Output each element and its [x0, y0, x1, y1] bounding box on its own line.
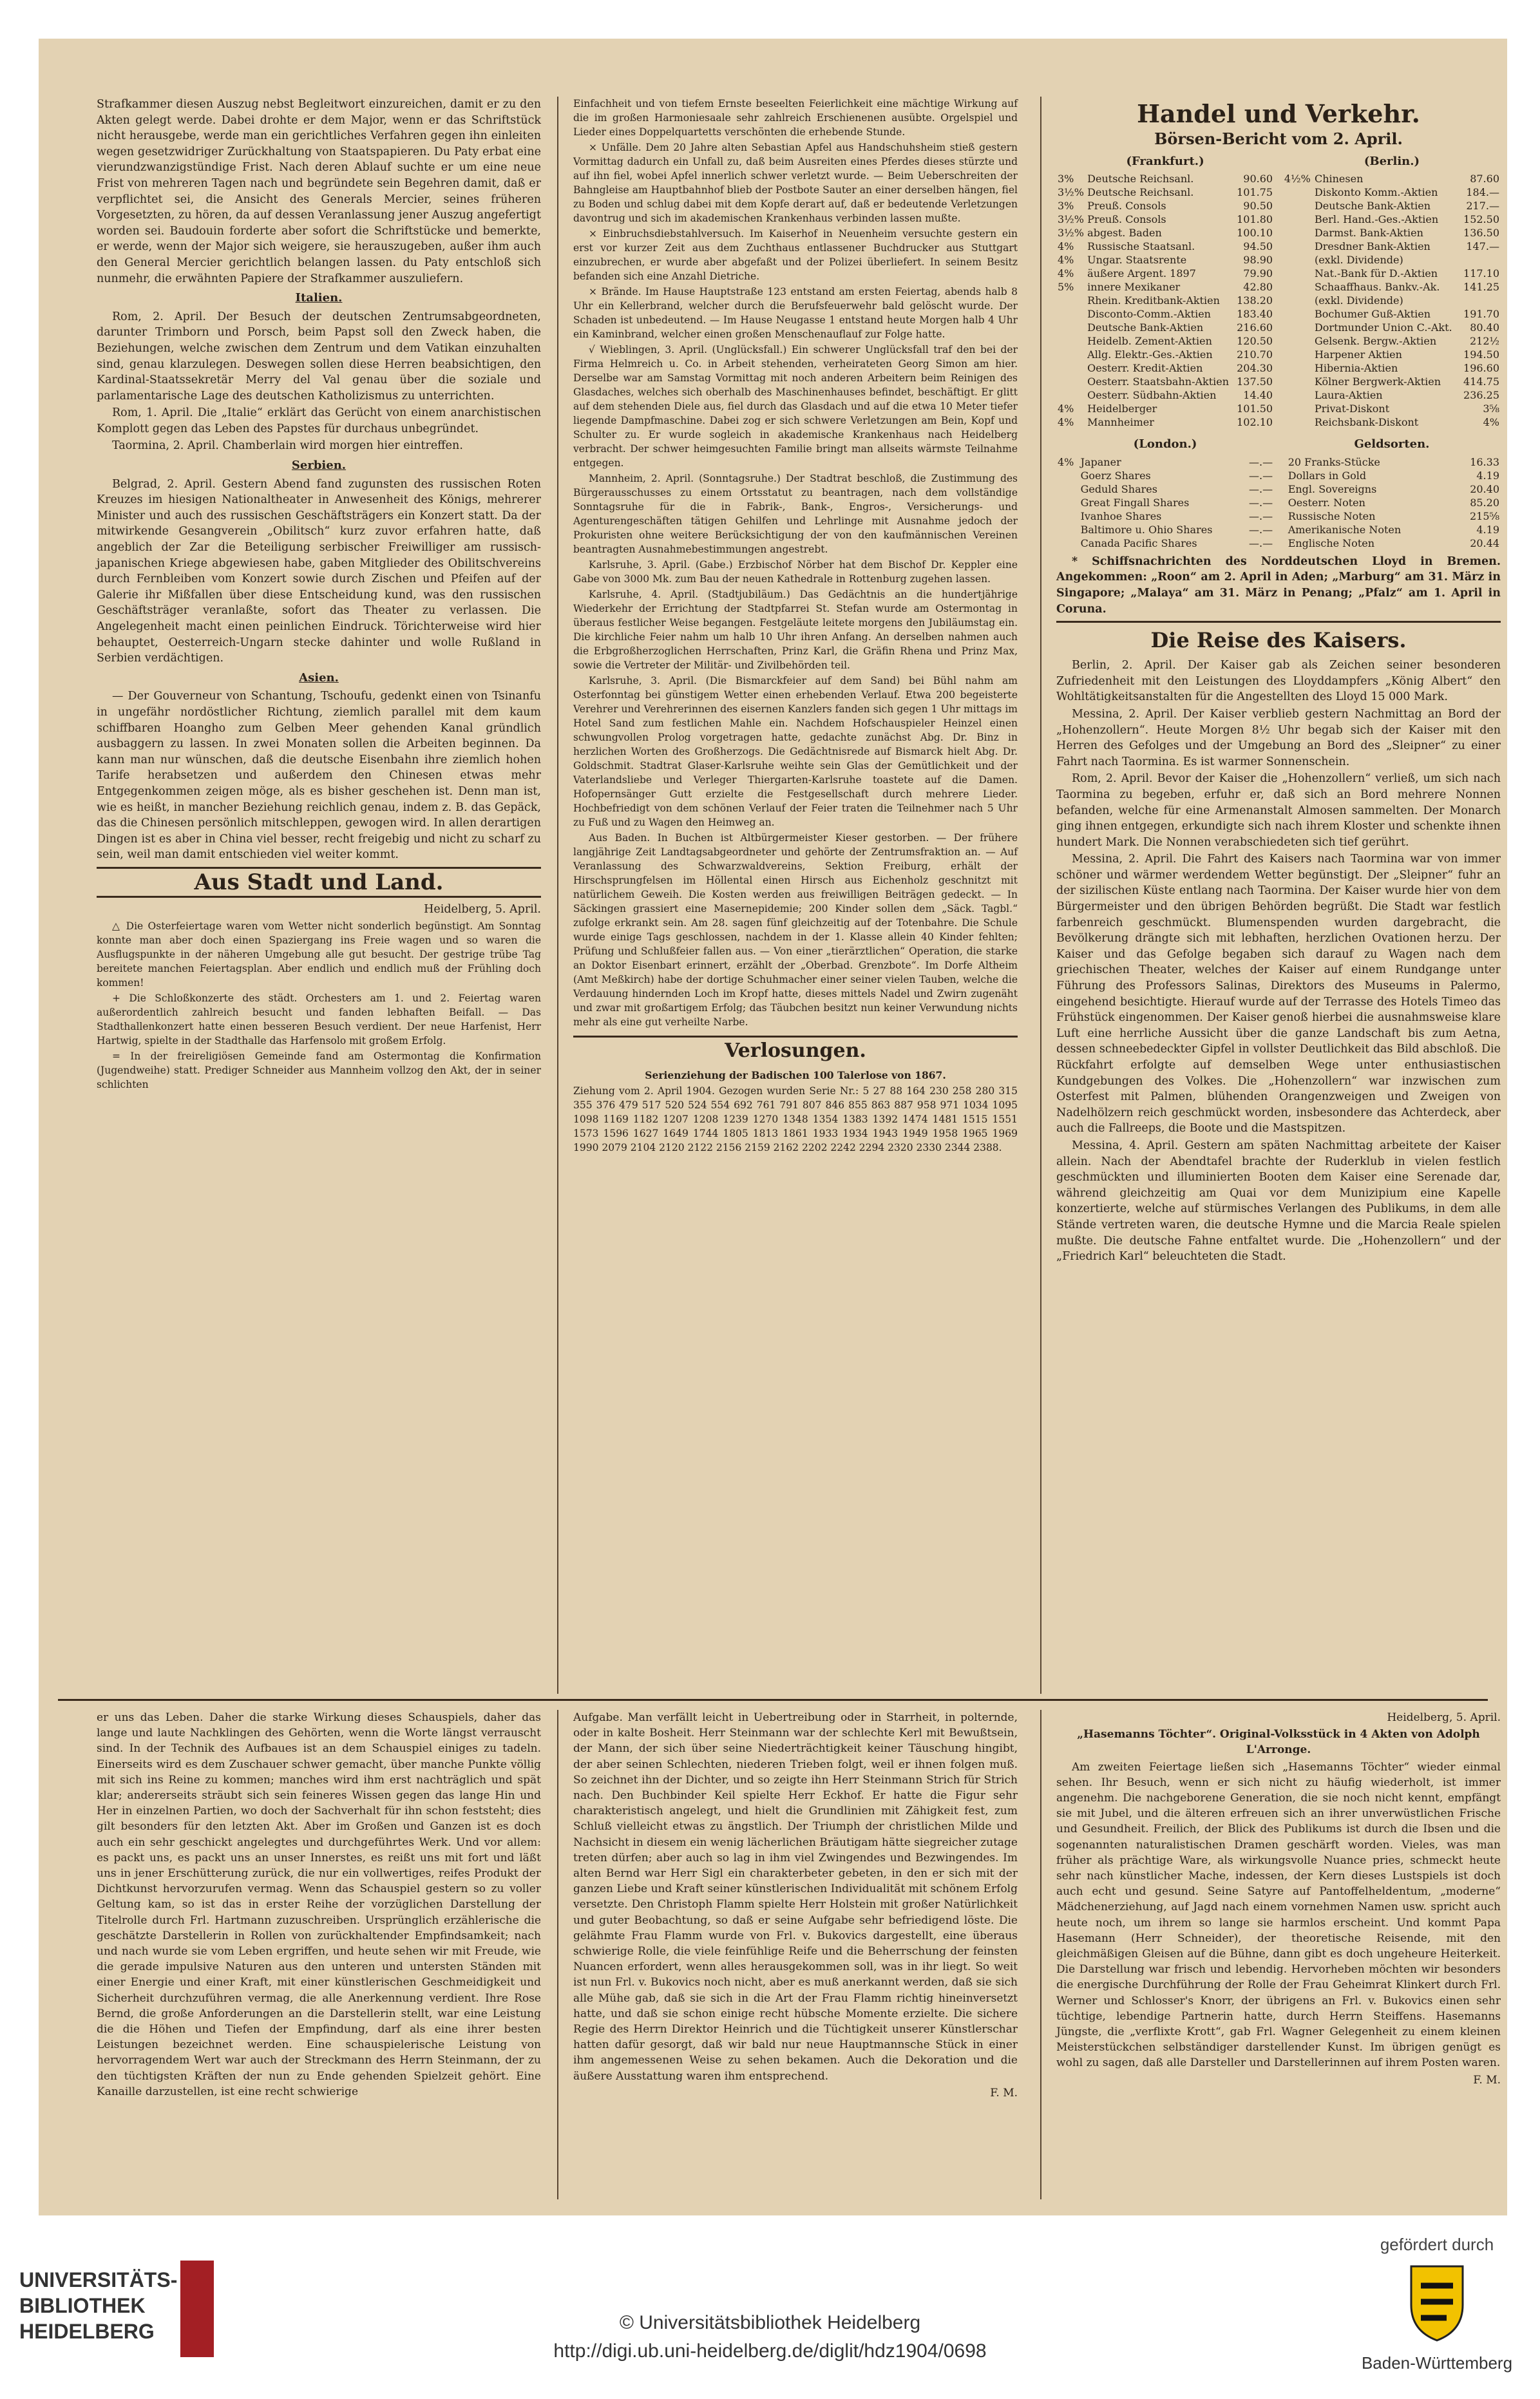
stock-name: Heidelb. Zement-Aktien	[1087, 335, 1212, 348]
stock-row	[1056, 307, 1274, 321]
stock-value: —.—	[1249, 482, 1273, 495]
stock-value: 20.44	[1470, 536, 1499, 549]
stock-rate	[1056, 307, 1086, 321]
article-paragraph: × Brände. Im Hause Hauptstraße 123 entstand am ersten Feiertag, abends halb 8 Uhr ein Kellerbrand, welcher durch die Berufsfeuerwehr bald gelöscht wurde. Der Schaden ist unbedeutend. — Im Hause Neugasse 1 entstand heute Morgen halb 4 Uhr ein Kaminbrand, welcher einen großen Menschenauflauf zur Folge hatte.	[573, 286, 1018, 340]
funded-by-label: gefördert durch	[1380, 2235, 1494, 2254]
stock-value: 136.50	[1463, 227, 1499, 240]
lottery-numbers: Ziehung vom 2. April 1904. Gezogen wurden Serie Nr.: 5 27 88 164 230 258 280 315 355 376 479 517 520 524 554 692 761 791 807 846 855 863 887 958 971 1034 1095 1098 1169 1182 1207 1208 1239 1270 1348 1354 1383 1392 1474 1481 1515 1551 1573 1596 1627 1649 1744 1805 1813 1861 1933 1934 1943 1949 1958 1965 1969 1990 2079 2104 2120 2122 2156 2159 2162 2202 2242 2294 2320 2330 2344 2388.	[573, 1085, 1018, 1153]
stock-name: Mannheimer	[1087, 416, 1154, 429]
stock-name: Dresdner Bank-Aktien	[1314, 240, 1431, 253]
article-paragraph: Rom, 2. April. Der Besuch der deutschen Zentrumsabgeordneten, darunter Trimborn und Porsch, beim Papst soll den Zweck haben, die Beziehungen, welche zwischen dem Zentrum und dem Vatikan einzuhalten sind, genau klarzulegen. Deswegen sollen diese Herren beabsichtigen, den Kardinal-Staatssekretär Merry del Val genau über die soziale und parlamentarische Lage des deutschen Katholizismus zu unterrichten.	[97, 310, 541, 403]
article-paragraph: = In der freireligiösen Gemeinde fand am Ostermontag die Konfirmation (Jugendweihe) statt. Prediger Schneider aus Mannheim vollzog den Akt, der in seiner schlichten	[97, 1050, 541, 1090]
funder-block	[1353, 2235, 1521, 2389]
stock-row	[1056, 523, 1274, 536]
stock-name: Engl. Sovereigns	[1288, 482, 1377, 495]
article-paragraph: Rom, 1. April. Die „Italie“ erklärt das Gerücht von einem anarchistischen Komplott gegen das Leben des Papstes für durchaus unbegründet.	[97, 406, 541, 435]
column-divider	[557, 1710, 558, 2199]
stock-value: 85.20	[1470, 496, 1499, 509]
section-heading-handel: Handel und Verkehr.	[1137, 99, 1420, 128]
article-paragraph: + Die Schloßkonzerte des städt. Orchesters am 1. und 2. Feiertag waren außerordentlich zahlreich besucht und fanden lebhaften Beifall. — Das Stadthallenkonzert hatte einen besseren Besuch verdient. Der neue Harfenist, Herr Hartwig, spielte in der Stadthalle das Harfensolo mit großem Erfolg.	[97, 992, 541, 1047]
stock-name: Reichsbank-Diskont	[1314, 416, 1419, 429]
stock-rate: 3%	[1058, 200, 1074, 213]
funder-name: Baden-Württemberg	[1361, 2353, 1513, 2373]
stock-rate	[1056, 361, 1086, 375]
article-paragraph: er uns das Leben. Daher die starke Wirkung dieses Schauspiels, daher das lange und laute Nachklingen des Gehörten, wenn die Worte längst verrauscht sind. In der Technik des Aufbaues ist an dem Schauspiel einiges zu tadeln. Einerseits wird es dem Zuschauer schwer gemacht, über manche Punkte völlig mit sich ins Reine zu kommen; manches wird ihm erst nachträglich und spät klar; andererseits sträubt sich sein feineres Wissen gegen das lange Hin und Her in einzelnen Partien, wo doch der Sachverhalt für ihn schon feststeht; dies gilt besonders für den letzten Akt. Aber im Großen und Ganzen ist es doch auch ein sehr geschickt angelegtes und durchgeführtes Werk. Und vor allem: es packt uns, es packt uns an unser Innerstes, es reißt uns mit fort und läßt uns in jener Erschütterung zurück, die nur ein vollwertiges, reifes Produkt der Dichtkunst hervorzurufen vermag. Wenn das Schauspiel gestern so zu voller Geltung kam, so ist das in erster Reihe der vorzüglichen Darstellung der Titelrolle durch Frl. Hartmann zuzuschreiben. Ursprünglich erzählerische die geschätzte Darstellerin in Rollen von zurückhaltender Empfindsamkeit; nach und nach wurde sie vom Leben ergriffen, und heute sehen wir mit Freude, wie die gerade impulsive Naturen aus den unteren und untersten Ständen mit einer Energie und einer Kraft, mit einer künstlerischen Geschmeidigkeit und Sicherheit durchzuführen vermag, die alle Anerkennung verdient. Ihre Rose Bernd, die große Anforderungen an die Darstellerin stellt, war eine Leistung die die Höhen und Tiefen der Empfindung, darf als eine ihrer besten Leistungen bezeichnet werden. Eine schauspielerische Leistung von hervorragendem Wert war auch der Streckmann des Herrn Steinmann, der zu den tüchtigsten Kräften der nun zu Ende gehenden Spielzeit gehört. Eine Kanaille darzustellen, ist eine recht schwierige	[97, 1711, 541, 2098]
stock-name: Bochumer Guß-Aktien	[1314, 308, 1431, 321]
stock-row	[1283, 172, 1501, 185]
article-paragraph: Belgrad, 2. April. Gestern Abend fand zugunsten des russischen Roten Kreuzes im hiesigen Nationaltheater in Anwesenheit des Königs, mehrerer Minister und auch des russischen Geschäftsträgers ein Konzert statt. Da der mitwirkende Gesangverein „Obilitsch“ kurz zuvor erfahren hatte, daß angeblich der Zar die Beteiligung serbischer Freiwilliger am russisch-japanischen Kriege abgewiesen habe, gaben Mitglieder des Obilitschvereins durch Fernbleiben vom Konzert sowie durch Zischen und Pfeifen auf der Galerie ihr Mißfallen über diese Entscheidung kund, was den russischen Geschäftsträger veranlaßte, sofort das Theater zu verlassen. Die Angelegenheit macht einen peinlichen Eindruck. Törichterweise wird hier behauptet, Oesterreich-Ungarn stecke dahinter und wolle Rußland in Serbien verdächtigen.	[97, 477, 541, 665]
stock-value: 3⅝	[1483, 403, 1499, 415]
stock-name: Oesterr. Noten	[1288, 496, 1365, 509]
stock-row	[1056, 375, 1274, 388]
article-paragraph: √ Wieblingen, 3. April. (Unglücksfall.) Ein schwerer Unglücksfall traf den bei der Firma Helmreich u. Co. in Arbeit stehenden, verheirateten Georg Simon am hier. Derselbe war am Samstag Vormittag mit noch anderen Arbeitern beim Reinigen des Glasdaches, welches sich oberhalb des Maschinenhauses befindet, beschäftigt. Er glitt auf dem stehenden Diele aus, fiel durch das Glasdach und auf die etwa 10 Meter tiefer liegende Dampfmaschine. Dabei zog er sich schwere Verletzungen am Bein, Kopf und Schulter zu. Er wurde sogleich in akademische Krankenhaus nach Heidelberg verbracht. Der schwer heimgesuchten Familie bringt man allseits wärmste Teilnahme entgegen.	[573, 344, 1018, 469]
stock-rate	[1056, 482, 1079, 496]
stock-value: 80.40	[1470, 321, 1499, 334]
stock-value: 90.60	[1243, 173, 1273, 185]
stock-name: Deutsche Reichsanl.	[1087, 186, 1194, 199]
stock-name: Oesterr. Südbahn-Aktien	[1087, 389, 1217, 402]
stock-value: 152.50	[1463, 213, 1499, 226]
article-paragraph: Messina, 2. April. Die Fahrt des Kaisers nach Taormina war von immer schöner und wärmer werdendem Wetter begünstigt. Der „Sleipner“ fuhr an der sizilischen Küste entlang nach Taormina. Der Kaiser wurde hier von dem Bürgermeister und den übrigen Behörden begrüßt. Die Stadt war festlich farbenreich geschmückt. Blumenspenden wurden dargebracht, die Bevölkerung drängte sich mit lebhaften, herzlichen Ovationen herzu. Der Kaiser und das Gefolge begaben sich darauf zu Wagen nach dem griechischen Theater, welches der Kaiser auf einem Rundgange unter Führung des Professors Salinas, Direktors des Museums in Palermo, eingehend besichtigte. Hierauf wurde auf der Terrasse des Hotels Timeo das Frühstück eingenommen. Der Kaiser genoß hierbei die ausnahmsweise klare Luft eine herrliche Aussicht über die ganze Landschaft bis zum Aetna, dessen schneebedeckter Gipfel in vollster Deutlichkeit das Bild abschloß. Die Rückfahrt erfolgte auf demselben Wege unter enthusiastischen Kundgebungen des Volkes. Die „Hohenzollern“ war inzwischen zum Osterfest mit Palmen, blühenden Orangenzweigen und Zweigen von Nadelhölzern reich geschmückt worden, insbesondere das Achterdeck, aber auch die Fallreeps, die Boote und die Mastspitzen.	[1056, 853, 1501, 1135]
stock-value: —.—	[1249, 509, 1273, 522]
stock-rate	[1056, 469, 1079, 482]
stock-value: 42.80	[1243, 281, 1273, 294]
stock-value: 217.—	[1466, 200, 1499, 213]
review-title: „Hasemanns Töchter“. Original-Volksstück in 4 Akten von Adolph L'Arronge.	[1077, 1728, 1480, 1757]
stock-value: 184.—	[1466, 186, 1499, 199]
stock-value: 236.25	[1463, 389, 1499, 402]
stock-name: Schaaffhaus. Bankv.-Ak.	[1314, 281, 1440, 294]
stock-row	[1283, 294, 1501, 307]
stock-name: Baltimore u. Ohio Shares	[1080, 523, 1213, 536]
stock-row	[1283, 361, 1501, 375]
stock-value: 98.90	[1243, 254, 1273, 267]
stock-value: 194.50	[1463, 348, 1499, 361]
stock-name: Dortmunder Union C.-Akt.	[1314, 321, 1452, 334]
stock-name: (exkl. Dividende)	[1314, 294, 1403, 307]
stock-rate: 4%	[1058, 403, 1074, 415]
stock-rate	[1283, 240, 1313, 253]
stock-rate	[1283, 348, 1313, 361]
stock-rate	[1283, 388, 1313, 402]
stock-row	[1283, 226, 1501, 240]
column-divider	[557, 97, 558, 1694]
stock-name: innere Mexikaner	[1087, 281, 1181, 294]
stock-row	[1283, 455, 1501, 469]
stock-rate	[1283, 199, 1313, 213]
stock-value: 212½	[1469, 335, 1499, 348]
stock-row	[1056, 482, 1274, 496]
stock-row	[1056, 267, 1274, 280]
stock-rate	[1283, 253, 1313, 267]
stock-name: Canada Pacific Shares	[1080, 536, 1197, 549]
stock-name: Deutsche Reichsanl.	[1087, 173, 1194, 185]
boersen-heading: Börsen-Bericht vom 2. April.	[1154, 129, 1403, 148]
stock-value: 138.20	[1237, 294, 1273, 307]
article-paragraph: Karlsruhe, 4. April. (Stadtjubiläum.) Das Gedächtnis an die hundertjährige Wiederkehr der Errichtung der Stadtpfarrei St. Stefan wurde am Ostermontag in überaus festlicher Weise begangen. Festgeläute leitete morgens den Jubiläumstag ein. Die kirchliche Feier nahm um halb 10 Uhr ihren Anfang. An derselben nahmen auch die Erbgroßherzoglichen Herrschaften, Prinz Karl, die Gräfin Rhena und Prinz Max, sowie die Vertreter der Militär- und Zivilbehörden teil.	[573, 589, 1018, 671]
stock-rate	[1283, 307, 1313, 321]
stock-row	[1056, 388, 1274, 402]
article-paragraph: Mannheim, 2. April. (Sonntagsruhe.) Der Stadtrat beschloß, die Zustimmung des Bürgerausschusses zu einem Ortsstatut zu beantragen, nach dem vollständige Sonntagsruhe für die in Fabrik-, Bank-, Engros-, Versicherungs- und Agenturengeschäften tätigen Gehilfen und Lehrlinge mit Ausnahme jedoch der Prokuristen ohne weitere Berücksichtigung der von den kaufmännischen Vereinen beantragten Ausnahmebestimmungen angestrebt.	[573, 473, 1018, 555]
article-paragraph: Aus Baden. In Buchen ist Altbürgermeister Kieser gestorben. — Der frühere langjährige Zeit Landtagsabgeordneter und gehörte der Zentrumsfraktion an. — Auf Veranlassung des Schwarzwaldvereins, Sektion Freiburg, erhält der Hirschsprungfelsen im Höllental einen Hirsch aus Eichenholz geschnitzt mit natürlichem Geweih. Die Kosten werden aus freiwilligen Beiträgen gedeckt. — In Säckingen grassiert eine Masernepidemie; 200 Kinder sollen dem „Säck. Tagbl.“ zufolge erkrankt sein. Am 28. sagen fünf gleichzeitig auf der Totenbahre. Die Schule wurde einige Tags geschlossen, nachdem in der 1. Klasse allein 40 Kinder fehlten; Prüfung und Schlußfeier fallen aus. — Von einer „tierärztlichen“ Operation, die starke an Doktor Eisenbart erinnert, erzählt der „Oberbad. Grenzbote“. Im Dorfe Altheim (Amt Meßkirch) habe der dortige Schuhmacher einer seiner vielen Tauben, welche die Verdauung hindernden Loch im Kropf hatte, dieses mittels Nadel und Zwirn zugenäht und zwar mit großartigem Erfolg; das Täubchen besitzt nun keiner Verwundung nichts mehr als eine gut verheilte Narbe.	[573, 832, 1018, 1028]
stock-row	[1056, 509, 1274, 523]
section-heading-italien: Italien.	[295, 291, 343, 305]
dateline: Heidelberg, 5. April.	[424, 902, 541, 916]
stock-name: Disconto-Comm.-Aktien	[1087, 308, 1211, 321]
stock-row	[1283, 375, 1501, 388]
stock-rate	[1283, 267, 1313, 280]
stock-row	[1283, 402, 1501, 415]
stock-name: Great Fingall Shares	[1080, 496, 1190, 509]
stock-name: Hibernia-Aktien	[1314, 362, 1398, 375]
feuilleton-column-3	[1056, 1710, 1501, 2089]
london-table	[1056, 455, 1274, 550]
stock-row	[1283, 536, 1501, 550]
geldsorten-heading: Geldsorten.	[1354, 437, 1430, 451]
signature: F. M.	[1473, 2073, 1501, 2087]
stock-rate	[1283, 185, 1313, 199]
stock-name: Russische Noten	[1288, 509, 1376, 522]
stock-value: 210.70	[1237, 348, 1273, 361]
article-paragraph: × Einbruchsdiebstahlversuch. Im Kaiserhof in Neuenheim versuchte gestern ein erst vor kurzer Zeit aus dem Zuchthaus entlassener Buchdrucker aus Stuttgart einzubrechen, er wurde aber abgefaßt und der Polizei überliefert. In seinem Besitz befanden sich eine Anzahl Dietriche.	[573, 228, 1018, 282]
stock-rate	[1283, 294, 1313, 307]
signature: F. M.	[990, 2086, 1018, 2100]
copyright-block	[0, 2309, 1540, 2366]
stock-rate: 4%	[1058, 416, 1074, 429]
stock-row	[1056, 402, 1274, 415]
feuilleton-divider	[58, 1699, 1488, 1701]
stock-value: 147.—	[1466, 240, 1499, 253]
stock-rate: 4½%	[1284, 173, 1311, 185]
stock-value: 414.75	[1463, 375, 1499, 388]
stock-row	[1283, 469, 1501, 482]
berlin-heading: (Berlin.)	[1364, 154, 1420, 168]
stock-row	[1283, 496, 1501, 509]
dateline: Heidelberg, 5. April.	[1387, 1711, 1501, 1724]
stock-rate: 3½%	[1058, 186, 1084, 199]
stock-row	[1283, 348, 1501, 361]
stock-value: 87.60	[1470, 173, 1499, 185]
feuilleton-column-1	[97, 1710, 541, 2101]
stock-rate	[1056, 294, 1086, 307]
stock-rate	[1283, 334, 1313, 348]
stock-row	[1056, 321, 1274, 334]
footer	[0, 2215, 1540, 2399]
article-paragraph: × Unfälle. Dem 20 Jahre alten Sebastian Apfel aus Handschuhsheim stieß gestern Vormittag dadurch ein Unfall zu, daß beim Ausreiten eines Pferdes dieses stürzte und auf ihn fiel, wobei Apfel innerlich schwer verletzt wurde. — Beim Ueberschreiten der Bahngleise am Hauptbahnhof blieb der Postbote Sauter an einer derselben hängen, fiel zu Boden und schlug dabei mit dem Kopfe derart auf, daß er bedeutende Verletzungen davontrug und sich im akademischen Krankenhaus verbinden lassen mußte.	[573, 142, 1018, 224]
lottery-subheading: Serienziehung der Badischen 100 Talerlose von 1867.	[645, 1069, 946, 1081]
stock-name: Amerikanische Noten	[1288, 523, 1402, 536]
stock-name: Dollars in Gold	[1288, 469, 1367, 482]
source-url[interactable]: http://digi.ub.uni-heidelberg.de/diglit/hdz1904/0698	[553, 2340, 987, 2362]
stock-rate	[1283, 415, 1313, 429]
stock-row	[1283, 523, 1501, 536]
stock-name: Privat-Diskont	[1314, 403, 1390, 415]
frankfurt-heading: (Frankfurt.)	[1126, 154, 1204, 168]
stock-row	[1056, 496, 1274, 509]
column-3	[1056, 97, 1501, 1266]
stock-name: Chinesen	[1314, 173, 1364, 185]
stock-value: 183.40	[1237, 308, 1273, 321]
stock-row	[1056, 536, 1274, 550]
library-name: UNIVERSITÄTS- BIBLIOTHEK HEIDELBERG	[19, 2268, 178, 2343]
stock-value: 216.60	[1237, 321, 1273, 334]
stock-value: —.—	[1249, 496, 1273, 509]
stock-value: —.—	[1249, 455, 1273, 468]
stock-tables	[1056, 150, 1501, 430]
stock-value: 215⅝	[1469, 509, 1499, 522]
article-paragraph: Einfachheit und von tiefem Ernste beseelten Feierlichkeit eine mächtige Wirkung auf die im großen Harmoniesaale sehr zahlreich Erschienenen ausübte. Orgelspiel und Lieder eines Doppelquartetts verschönten die erhebende Stunde.	[573, 98, 1018, 138]
article-paragraph: Rom, 2. April. Bevor der Kaiser die „Hohenzollern“ verließ, um sich nach Taormina zu begeben, erfuhr er, daß sich an Bord mehrere Nonnen befanden, welche für eine Armenanstalt Almosen sammelten. Der Monarch ging ihnen entgegen, erkundigte sich nach ihrem Kloster und schenkte ihnen hundert Mark. Die Nonnen verabschiedeten sich tief gerührt.	[1056, 772, 1501, 849]
section-heading-verlosungen: Verlosungen.	[573, 1036, 1018, 1065]
stock-row	[1056, 213, 1274, 226]
stock-rate	[1283, 280, 1313, 294]
stock-rate: 3%	[1058, 173, 1074, 185]
stock-name: Englische Noten	[1288, 536, 1375, 549]
stock-name: Geduld Shares	[1080, 482, 1157, 495]
stock-name: Heidelberger	[1087, 403, 1157, 415]
stock-row	[1283, 482, 1501, 496]
article-paragraph: Strafkammer diesen Auszug nebst Begleitwort einzureichen, damit er zu den Akten gelegt werde. Dabei drohte er dem Major, wenn er das Schriftstück nicht herausgebe, werde man ein gerichtliches Verfahren gegen ihn einleiten wegen gesetzwidriger Zurückhaltung von Staatspapieren. Du Paty erbat eine vierundzwanzigstündige Frist. Nach deren Ablauf suchte er um eine neue Frist von mehreren Tagen nach und begründete sein Begehren damit, daß er verpflichtet sei, die Ansicht des Generals Mercier, seines früheren Vorgesetzten, zu hören, da auf dessen Veranlassung jener Auszug angefertigt worden sei. Baudouin forderte aber sofort die Schriftstücke und bemerkte, er werde, wenn der Major sich weigere, sie herauszugeben, außer ihm auch den General Mercier gerichtlich belangen lassen. du Paty entschloß sich nunmehr, die erwähnten Papiere der Strafkammer auszuliefern.	[97, 98, 541, 285]
stock-name: abgest. Baden	[1087, 227, 1162, 240]
stock-row	[1283, 253, 1501, 267]
stock-rate	[1056, 496, 1079, 509]
newspaper-page	[39, 39, 1507, 2215]
article-paragraph: △ Die Osterfeiertage waren vom Wetter nicht sonderlich begünstigt. Am Sonntag konnte man aber doch einen Spaziergang ins Freie wagen und so waren die Ausflugspunkte in der näheren Umgebung alle gut besucht. Der gestrige trübe Tag bereitete manchen Feiertagsplan. Aber endlich und endlich muß der Frühling doch kommen!	[97, 920, 541, 989]
stock-name: Oesterr. Staatsbahn-Aktien	[1087, 375, 1230, 388]
stock-value: —.—	[1249, 469, 1273, 482]
stock-name: Gelsenk. Bergw.-Aktien	[1314, 335, 1437, 348]
stock-row	[1056, 280, 1274, 294]
stock-value: 101.80	[1237, 213, 1273, 226]
stock-value: 120.50	[1237, 335, 1273, 348]
stock-rate: 3½%	[1058, 213, 1084, 226]
stock-row	[1283, 509, 1501, 523]
stock-rate	[1056, 388, 1086, 402]
stock-rate	[1283, 361, 1313, 375]
stock-value: 117.10	[1463, 267, 1499, 280]
article-paragraph: Aufgabe. Man verfällt leicht in Uebertreibung oder in Starrheit, in polternde, oder in kalte Bosheit. Herr Steinmann war der schlechte Kerl mit Bewußtsein, der Mann, der sich über seine Niederträchtigkeit keiner Täuschung hingibt, der aber seinen Schlechten, niederen Trieben folgt, weil er ihnen folgen muß. So zeichnet ihn der Dichter, und so zeigte ihn Herr Steinmann Strich für Strich nach. Den Buchbinder Keil spielte Herr Eckhof. Er hatte die Figur sehr charakteristisch angelegt, und hielt die Grundlinien mit Zähigkeit fest, zum Schluß vielleicht etwas zu ängstlich. Der Triumph der christlichen Milde und Nachsicht in diesem ein wenig lächerlichen Bräutigam hätte siegreicher zutage treten dürfen; aber auch so lag in ihm viel Zwingendes und Bezwingendes. Im alten Bernd war Herr Sigl ein charakterbeter gebeten, in den er sich mit der ganzen Liebe und Kraft seiner künstlerischen Individualität mit schönem Erfolg versetzte. Den Christoph Flamm spielte Herr Holstein mit großer Natürlichkeit und guter Beobachtung, so daß er seine Aufgabe sehr befriedigend löste. Die gelähmte Frau Flamm wurde von Frl. v. Bukovics dargestellt, eine überaus schwierige Rolle, die viele feinfühlige Reife und die Beherrschung der feinsten Nuancen erfordert, wenn alles herausgekommen soll, was in ihr liegt. So weit ist nun Frl. v. Bukovics noch nicht, aber es muß anerkannt werden, daß sie sich alle Mühe gab, daß sie sich in die Art der Frau Flamm richtig hineinversetzt hatte, und daß sie schon einige recht hübsche Momente erzielte. Die sichere Regie des Herrn Direktor Heinrich und die Tüchtigkeit unserer Künstlerschar hatten dafür gesorgt, daß wir bald nur neue Hauptmannsche Stück in einer ihm angemessenen Weise zu sehen bekamen. Auch die Dekoration und die äußere Ausstattung waren ihm entsprechend.	[573, 1711, 1018, 2083]
stock-value: —.—	[1249, 536, 1273, 549]
stock-value	[1460, 294, 1501, 307]
article-paragraph: Karlsruhe, 3. April. (Gabe.) Erzbischof Nörber hat dem Bischof Dr. Keppler eine Gabe von 3000 Mk. zum Bau der neuen Kathedrale in Rottenburg zugehen lassen.	[573, 559, 1018, 585]
stock-name: Preuß. Consols	[1087, 213, 1166, 226]
berlin-table	[1283, 172, 1501, 429]
stock-row	[1056, 226, 1274, 240]
stock-row	[1283, 240, 1501, 253]
stock-rate: 5%	[1058, 281, 1074, 294]
stock-row	[1283, 199, 1501, 213]
stock-name: 20 Franks-Stücke	[1288, 455, 1380, 468]
stock-row	[1056, 240, 1274, 253]
section-heading-serbien: Serbien.	[291, 459, 347, 473]
stock-row	[1283, 267, 1501, 280]
stock-value: 90.50	[1243, 200, 1273, 213]
stock-rate: 4%	[1058, 254, 1074, 267]
stock-name: Nat.-Bank für D.-Aktien	[1314, 267, 1438, 280]
article-paragraph: Karlsruhe, 3. April. (Die Bismarckfeier auf dem Sand) bei Bühl nahm am Osterfonntag bei günstigem Wetter einen erhebenden Verlauf. Etwa 200 begeisterte Verehrer und Verehrerinnen des eisernen Kanzlers fanden sich gegen 1 Uhr mittags im Hotel Sand zum festlichen Mahle ein. Nachdem Hofschauspieler Heinzel einen schwungvollen Prolog vorgetragen hatte, gedachte zunächst Abg. Dr. Binz in herzlichen Worten des Großherzogs. Die Gedächtnisrede auf Bismarck hielt Abg. Dr. Goldschmit. Stadtrat Glaser-Karlsruhe weihte sein Glas der Gemütlichkeit und der Vaterlandsliebe und Verleger Thiergarten-Karlsruhe toastete auf die Damen. Hofopernsänger Gutt erzielte die Festgesellschaft durch mehrere Lieder. Hochbefriedigt von dem schönen Verlauf der Feier traten die Teilnehmer nach 5 Uhr zu Fuß und zu Wagen den Heimweg an.	[573, 675, 1018, 828]
article-paragraph: Taormina, 2. April. Chamberlain wird morgen hier eintreffen.	[112, 439, 463, 453]
stock-rate	[1056, 321, 1086, 334]
stock-value: 100.10	[1237, 227, 1273, 240]
stock-value: 196.60	[1463, 362, 1499, 375]
stock-row	[1056, 185, 1274, 199]
stock-value: 101.75	[1237, 186, 1273, 199]
stock-name: Allg. Elektr.-Ges.-Aktien	[1087, 348, 1213, 361]
shipping-news: * Schiffsnachrichten des Norddeutschen Lloyd in Bremen. Angekommen: „Roon“ am 2. April in Aden; „Marburg“ am 31. März in Singapore; „Malaya“ am 31. März in Penang; „Pfalz“ am 1. April in Coruna.	[1056, 554, 1501, 623]
stock-name: Deutsche Bank-Aktien	[1087, 321, 1204, 334]
stock-value	[1460, 253, 1501, 267]
stock-value: 191.70	[1463, 308, 1499, 321]
stock-rate: 4%	[1058, 455, 1074, 468]
stock-rate	[1056, 509, 1079, 523]
stock-name: Darmst. Bank-Aktien	[1314, 227, 1423, 240]
stock-name: Oesterr. Kredit-Aktien	[1087, 362, 1203, 375]
stock-row	[1283, 415, 1501, 429]
stock-row	[1283, 334, 1501, 348]
section-heading-asien: Asien.	[299, 670, 339, 685]
stock-name: Preuß. Consols	[1087, 200, 1166, 213]
stock-value: 4.19	[1476, 523, 1499, 536]
stock-row	[1056, 334, 1274, 348]
stock-tables-2	[1056, 433, 1501, 550]
stock-name: Russische Staatsanl.	[1087, 240, 1195, 253]
stock-value: 16.33	[1470, 455, 1499, 468]
stock-name: Ivanhoe Shares	[1080, 509, 1162, 522]
stock-rate	[1056, 348, 1086, 361]
stock-rate	[1283, 402, 1313, 415]
stock-name: (exkl. Dividende)	[1314, 254, 1403, 267]
stock-row	[1056, 469, 1274, 482]
stock-name: Harpener Aktien	[1314, 348, 1402, 361]
stock-row	[1283, 185, 1501, 199]
stock-value: —.—	[1249, 523, 1273, 536]
stock-name: äußere Argent. 1897	[1087, 267, 1196, 280]
section-heading-reise: Die Reise des Kaisers.	[1150, 628, 1407, 653]
stock-name: Berl. Hand.-Ges.-Aktien	[1314, 213, 1439, 226]
stock-value: 101.50	[1237, 403, 1273, 415]
stock-rate	[1056, 375, 1086, 388]
stock-rate	[1056, 536, 1079, 550]
stock-row	[1056, 294, 1274, 307]
stock-row	[1283, 321, 1501, 334]
column-2	[573, 97, 1018, 1156]
stock-name: Japaner	[1080, 455, 1121, 468]
stock-name: Goerz Shares	[1080, 469, 1151, 482]
stock-row	[1056, 172, 1274, 185]
stock-rate: 3½%	[1058, 227, 1084, 240]
column-1	[97, 97, 541, 1093]
column-divider	[1040, 1710, 1041, 2199]
london-heading: (London.)	[1133, 437, 1197, 451]
stock-row	[1056, 415, 1274, 429]
article-paragraph: Messina, 2. April. Der Kaiser verblieb gestern Nachmittag an Bord der „Hohenzollern“. Heute Morgen 8½ Uhr begab sich der Kaiser mit den Herren des Gefolges und der Umgebung an Bord des „Sleipner“ zu einer Fahrt nach Taormina. Es ist warmer Sonnenschein.	[1056, 707, 1501, 768]
stock-rate	[1283, 226, 1313, 240]
frankfurt-table	[1056, 172, 1274, 429]
stock-row	[1283, 307, 1501, 321]
stock-value: 4.19	[1476, 469, 1499, 482]
coat-of-arms-icon	[1398, 2260, 1476, 2344]
geldsorten-table	[1283, 455, 1501, 550]
stock-value: 14.40	[1243, 389, 1273, 402]
stock-value: 204.30	[1237, 362, 1273, 375]
stock-rate	[1283, 321, 1313, 334]
stock-name: Diskonto Komm.-Aktien	[1314, 186, 1438, 199]
article-paragraph: Messina, 4. April. Gestern am späten Nachmittag arbeitete der Kaiser allein. Nach der Abendtafel brachte der Ruderklub in vielen festlich geschmückten und illuminierten Booten dem Kaiser eine Serenade dar, während gleichzeitig am Quai vor dem Munizipium eine Kapelle konzertierte, welche auf stürmisches Verlangen des Publikums, in dem alle Stände vertreten waren, die deutsche Hymne und die Marcia Reale spielen mußte. Die deutsche Fahne entfaltet wurde. Die „Hohenzollern“ und der „Friedrich Karl“ beleuchteten die Stadt.	[1056, 1139, 1501, 1264]
article-paragraph: — Der Gouverneur von Schantung, Tschoufu, gedenkt einen von Tsinanfu in ungefähr nordöstlicher Richtung, ziemlich parallel mit dem kaum schiffbaren Hoangho zum Gelben Meer gehenden Kanal gründlich ausbaggern zu lassen. In zwei Monaten sollen die Arbeiten beginnen. Da kann man nur wünschen, daß die deutsche Eisenbahn ihre ziemlich hohen Tarife herabsetzen und außerdem den Chinesen etwas mehr Entgegenkommen zeigen möge, als es bisher geschehen ist. Denn man ist, wie es heißt, in mancher Beziehung reichlich genau, indem z. B. das Gepäck, das die Chinesen persönlich mitschleppen, gewogen wird. In allen derartigen Dingen ist es aber in China viel besser, recht freigebig und nicht zu scharf zu sein, weil man damit entschieden viel weiter kommt.	[97, 690, 541, 862]
stock-row	[1056, 361, 1274, 375]
stock-name: Ungar. Staatsrente	[1087, 254, 1187, 267]
stock-row	[1283, 280, 1501, 294]
stock-name: Kölner Bergwerk-Aktien	[1314, 375, 1441, 388]
stock-rate	[1283, 375, 1313, 388]
stock-value: 20.40	[1470, 482, 1499, 495]
feuilleton-column-2	[573, 1710, 1018, 2102]
stock-value: 102.10	[1237, 416, 1273, 429]
stock-name: Rhein. Kreditbank-Aktien	[1087, 294, 1220, 307]
article-paragraph: Berlin, 2. April. Der Kaiser gab als Zeichen seiner besonderen Zufriedenheit mit den Leistungen des Lloyddampfers „König Albert“ den Wohltätigkeitsanstalten für die Angestellten des Lloyd 15 000 Mark.	[1056, 659, 1501, 704]
article-paragraph: Am zweiten Feiertage ließen sich „Hasemanns Töchter“ wieder einmal sehen. Ihr Besuch, wenn er sich nicht zu häufig wiederholt, ist immer angenehm. Die nachgeborene Generation, die sie noch nicht kennt, empfängt sie mit Jubel, und die älteren erfreuen sich an ihrer unverwüstlichen Frische und Gesundheit. Freilich, der Blick des Publikums ist durch die Ibsen und die sogenannten naturalistischen Dramen geschärft worden. Vieles, was man früher als prächtige Ware, als wirkungsvolle Nuance pries, schmeckt heute sehr nach künstlicher Mache, indessen, der Kern dieses Lustspiels ist doch auch echt und gesund. Seine Satyre auf Pantoffelheldentum, „moderne“ Mädchenerziehung, auf Jagd nach einem vornehmen Namen usw. spricht auch heute noch, um ihrem so lange sie harmlos erscheint. Und kommt Papa Hasemann (Herr Schneider), der theoretische Reisende, mit den gleichmäßigen Gleisen auf die Bühne, dann gibt es doch ungeheure Heiterkeit. Die Darstellung war frisch und lebendig. Hervorheben möchten wir besonders die energische Durchführung der Rolle der Frau Geheimrat Klinkert durch Frl. Werner und Schlosser's Knorr, der übrigens an Frl. v. Bukovics einen sehr tüchtige, lebendige Partnerin hatte, durch Herrn Steiffens. Hasemanns Jüngste, die „verflixte Krott“, gab Frl. Wagner Gelegenheit zu einem kleinen Meisterstückchen selbständiger darstellender Kunst. Im übrigen genügt es wohl zu sagen, daß alle Darsteller und Darstellerinnen auf ihrem Posten waren.	[1056, 1760, 1501, 2070]
stock-row	[1056, 253, 1274, 267]
stock-rate	[1283, 213, 1313, 226]
stock-rate: 4%	[1058, 240, 1074, 253]
stock-row	[1056, 199, 1274, 213]
stock-rate	[1056, 523, 1079, 536]
stock-row	[1056, 455, 1274, 469]
stock-value: 137.50	[1237, 375, 1273, 388]
copyright-text: © Universitätsbibliothek Heidelberg	[619, 2312, 921, 2333]
stock-value: 141.25	[1463, 281, 1499, 294]
stock-row	[1056, 348, 1274, 361]
stock-name: Laura-Aktien	[1314, 389, 1383, 402]
stock-name: Deutsche Bank-Aktien	[1314, 200, 1431, 213]
stock-value: 94.50	[1243, 240, 1273, 253]
section-heading-stadt-und-land: Aus Stadt und Land.	[97, 867, 541, 898]
stock-row	[1283, 213, 1501, 226]
stock-rate	[1056, 334, 1086, 348]
stock-value: 79.90	[1243, 267, 1273, 280]
stock-rate: 4%	[1058, 267, 1074, 280]
column-divider	[1040, 97, 1041, 1694]
stock-value: 4%	[1483, 416, 1499, 429]
stock-row	[1283, 388, 1501, 402]
